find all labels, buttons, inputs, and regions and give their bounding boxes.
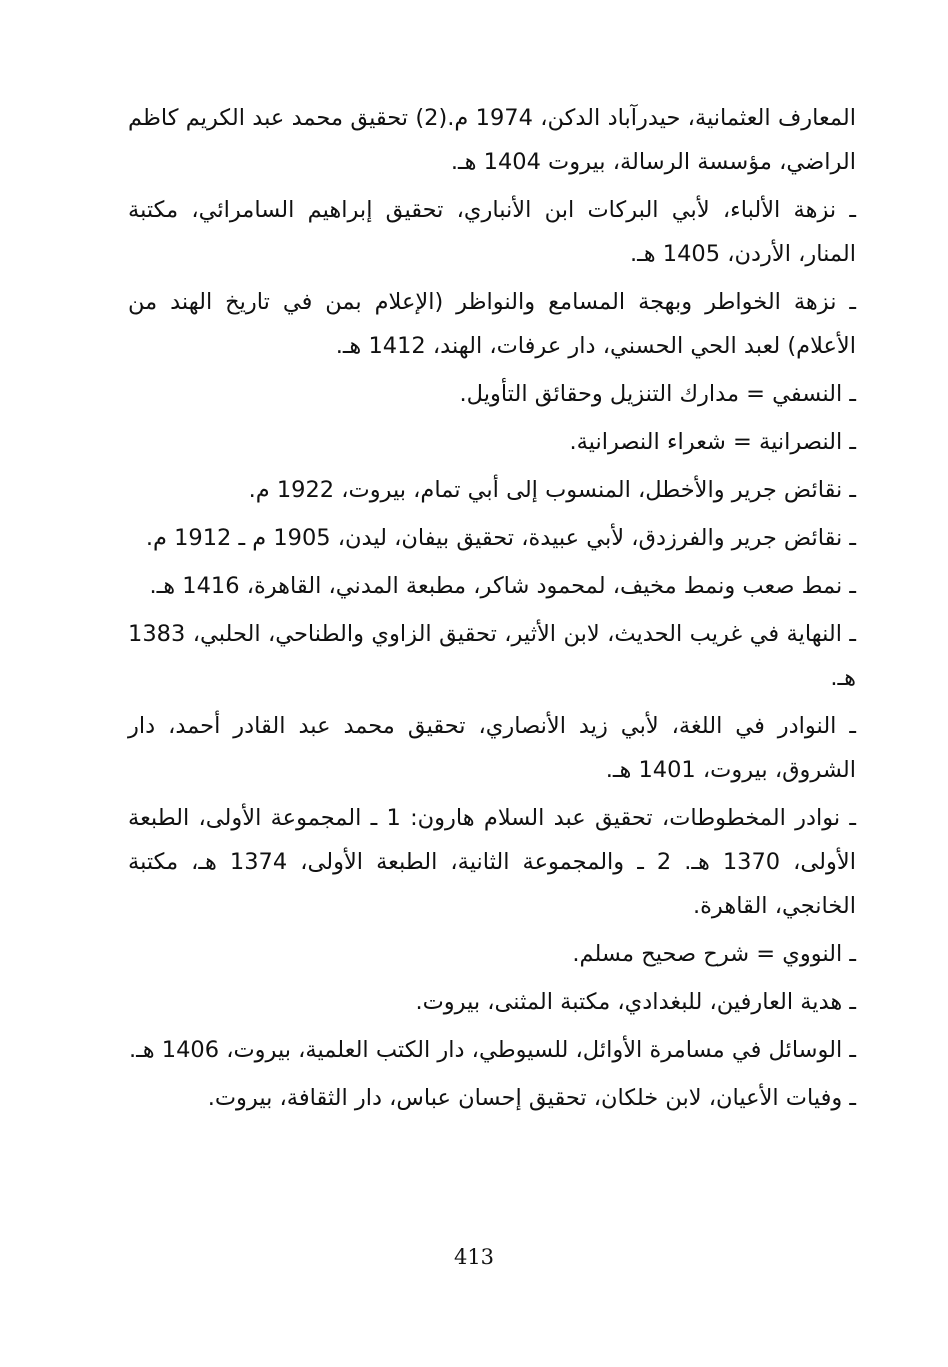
bibliography-entry: ـ النهاية في غريب الحديث، لابن الأثير، تحقيق الزاوي والطناحي، الحلبي، 1383 هـ. — [128, 621, 856, 691]
bibliography-entry: ـ نزهة الألباء، لأبي البركات ابن الأنباري، تحقيق إبراهيم السامرائي، مكتبة المنار، الأردن، 1405 هـ. — [128, 197, 856, 267]
bibliography-entry: ـ نقائض جرير والأخطل، المنسوب إلى أبي تمام، بيروت، 1922 م. — [248, 477, 856, 503]
bibliography-entry: ـ النسفي = مدارك التنزيل وحقائق التأويل. — [459, 381, 856, 407]
page-number: 413 — [453, 1245, 495, 1269]
bibliography-entry: ـ الوسائل في مسامرة الأوائل، للسيوطي، دار الكتب العلمية، بيروت، 1406 هـ. — [129, 1037, 856, 1063]
bibliography-entry: ـ النوادر في اللغة، لأبي زيد الأنصاري، تحقيق محمد عبد القادر أحمد، دار الشروق، بيروت، 1401 هـ. — [128, 713, 856, 783]
bibliography-entry: ـ هدية العارفين، للبغدادي، مكتبة المثنى، بيروت. — [415, 989, 856, 1015]
bibliography-entry: ـ النووي = شرح صحيح مسلم. — [572, 941, 856, 967]
bibliography-entry: ـ وفيات الأعيان، لابن خلكان، تحقيق إحسان عباس، دار الثقافة، بيروت. — [207, 1085, 856, 1111]
bibliography-entry: ـ نمط صعب ونمط مخيف، لمحمود شاكر، مطبعة المدني، القاهرة، 1416 هـ. — [149, 573, 856, 599]
bibliography-entry: المعارف العثمانية، حيدرآباد الدكن، 1974 م.(2) تحقيق محمد عبد الكريم كاظم الراضي، مؤسسة الرسالة، بيروت 1404 هـ. — [128, 105, 856, 175]
bibliography-entry: ـ النصرانية = شعراء النصرانية. — [569, 429, 856, 455]
bibliography-page — [128, 96, 856, 1124]
bibliography-entry: ـ نوادر المخطوطات، تحقيق عبد السلام هارون: 1 ـ المجموعة الأولى، الطبعة الأولى، 1370 هـ. 2 ـ والمجموعة الثانية، الطبعة الأولى، 1374 هـ، مكتبة الخانجي، القاهرة. — [128, 805, 856, 919]
bibliography-entry: ـ نزهة الخواطر وبهجة المسامع والنواظر (الإعلام بمن في تاريخ الهند من الأعلام) لعبد الحي الحسني، دار عرفات، الهند، 1412 هـ. — [128, 289, 856, 359]
bibliography-entry: ـ نقائض جرير والفرزدق، لأبي عبيدة، تحقيق بيفان، ليدن، 1905 م ـ 1912 م. — [145, 525, 856, 551]
